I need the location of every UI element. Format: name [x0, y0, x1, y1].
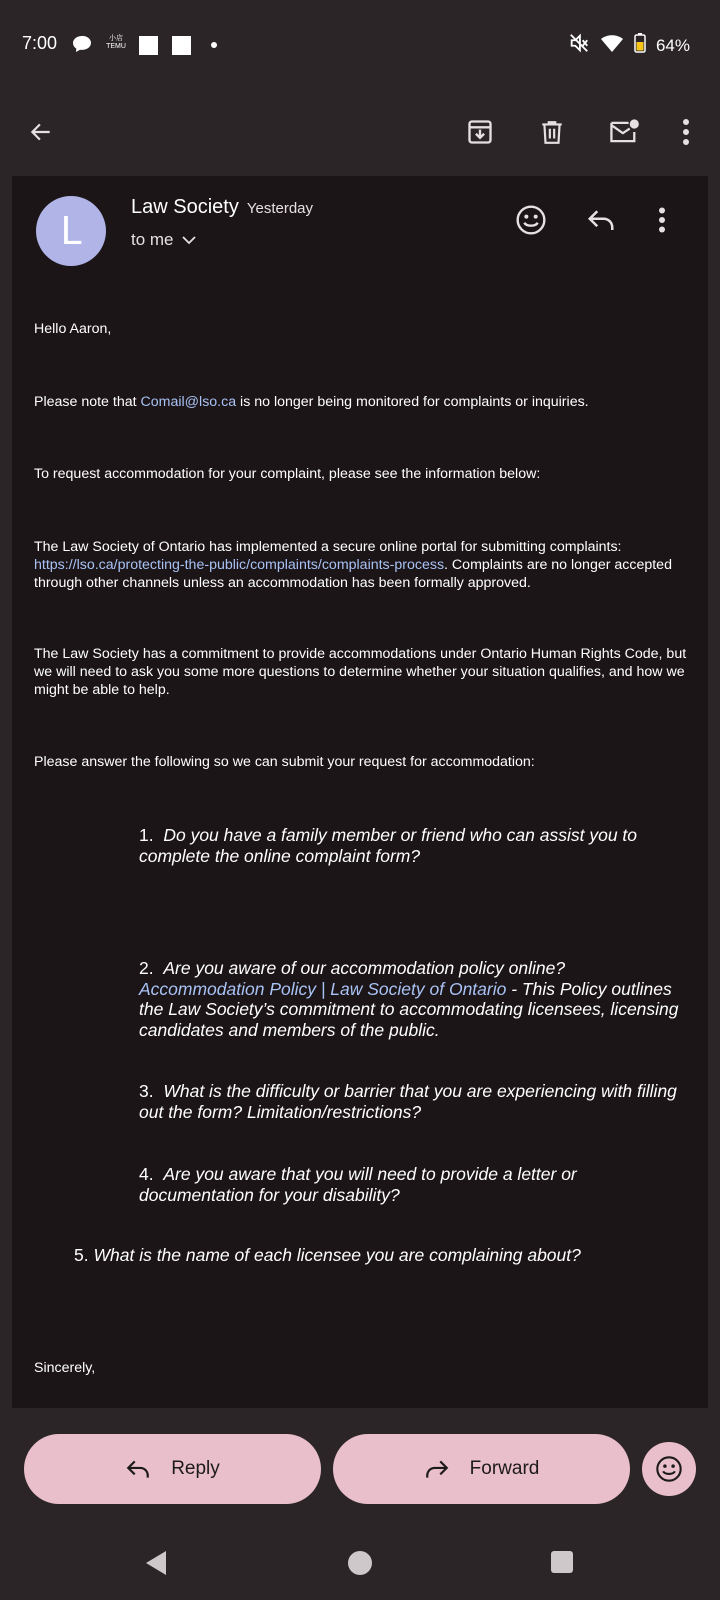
question-text: What is the difficulty or barrier that you are experiencing with filling out the form? Limitation/restrictions? — [139, 1081, 677, 1122]
reply-icon-button[interactable] — [579, 198, 623, 242]
forward-label: Forward — [469, 1458, 540, 1479]
nav-back-button[interactable] — [144, 1550, 168, 1576]
nav-recents-button[interactable] — [550, 1550, 574, 1574]
question-number: 2. — [139, 958, 154, 978]
paragraph-request: To request accommodation for your complaint, please see the information below: — [34, 466, 541, 482]
battery-icon — [634, 33, 646, 58]
forward-button[interactable] — [333, 1434, 630, 1504]
question-1 — [139, 825, 679, 866]
paragraph-portal — [34, 538, 694, 592]
mark-unread-icon — [608, 118, 640, 146]
question-number: 3. — [139, 1081, 154, 1101]
p3-text-end: . Complaints are no longer accepted through other channels unless an accommodation has been formally approved. — [34, 557, 672, 591]
message-date: Yesterday — [246, 200, 314, 217]
complaints-process-link[interactable]: https://lso.ca/protecting-the-public/complaints/complaints-process — [34, 557, 445, 573]
p3-text: The Law Society of Ontario has implemented a secure online portal for submitting complaints: — [34, 539, 622, 555]
white-square-icon — [172, 36, 191, 55]
closing: Sincerely, — [34, 1360, 96, 1376]
sender-name[interactable]: Law Society — [131, 196, 239, 218]
chat-bubble-icon — [72, 35, 92, 58]
question-text: What is the name of each licensee you are complaining about? — [93, 1245, 581, 1265]
question-number: 1. — [139, 825, 154, 845]
react-emoji-button[interactable] — [642, 1442, 696, 1496]
status-time: 7:00 — [22, 33, 58, 53]
temu-label-top: 小店 — [109, 35, 123, 42]
question-number: 4. — [139, 1164, 154, 1184]
top-app-bar — [0, 90, 720, 176]
greeting: Hello Aaron, — [34, 321, 112, 337]
chevron-down-icon — [182, 235, 196, 245]
reply-icon — [125, 1458, 151, 1480]
back-button[interactable] — [19, 110, 63, 154]
temu-icon — [104, 35, 128, 51]
sender-row — [131, 196, 313, 219]
question-text: Are you aware of our accommodation policy online? — [163, 958, 566, 978]
question-text-end: - This Policy outlines the Law Society’s commitment to accommodating licensees, licensing candidates and members of the public. — [139, 978, 679, 1040]
triangle-back-icon — [144, 1550, 168, 1576]
email-link[interactable]: Comail@lso.ca — [140, 394, 237, 410]
message-more-button[interactable] — [640, 198, 684, 242]
mute-icon — [568, 32, 590, 59]
wifi-icon — [600, 33, 624, 58]
question-2 — [139, 958, 679, 1040]
more-vert-icon — [658, 207, 666, 233]
question-text: Do you have a family member or friend who can assist you to complete the online complaint form? — [139, 825, 638, 866]
accommodation-policy-link[interactable]: Accommodation Policy | Law Society of Ontario — [139, 978, 507, 999]
more-options-button[interactable] — [664, 110, 708, 154]
emoji-icon — [515, 204, 547, 236]
question-5 — [74, 1245, 694, 1266]
archive-icon — [466, 118, 494, 146]
delete-button[interactable] — [530, 110, 574, 154]
dot-icon — [211, 42, 217, 48]
reply-label: Reply — [171, 1458, 220, 1479]
p1-text: Please note that — [34, 394, 141, 410]
mark-unread-button[interactable] — [602, 110, 646, 154]
delete-icon — [539, 118, 565, 146]
back-arrow-icon — [28, 119, 54, 145]
battery-percent: 64% — [655, 35, 690, 55]
nav-home-button[interactable] — [347, 1550, 373, 1576]
p1-text-end: is no longer being monitored for complaints or inquiries. — [236, 394, 589, 410]
archive-button[interactable] — [458, 110, 502, 154]
question-3 — [139, 1081, 679, 1122]
emoji-icon — [655, 1455, 683, 1483]
question-number: 5. — [74, 1245, 89, 1265]
more-vert-icon — [682, 118, 690, 146]
forward-icon — [424, 1458, 450, 1480]
reply-icon — [586, 207, 616, 233]
avatar[interactable]: L — [36, 196, 106, 266]
recipient-label: to me — [131, 230, 174, 249]
square-recents-icon — [550, 1550, 574, 1574]
white-square-icon — [139, 36, 158, 55]
paragraph-answer: Please answer the following so we can submit your request for accommodation: — [34, 754, 535, 770]
question-text: Are you aware that you will need to provide a letter or documentation for your disability? — [139, 1164, 577, 1205]
add-reaction-button[interactable] — [509, 198, 553, 242]
message-card — [12, 176, 708, 1408]
paragraph-commitment: The Law Society has a commitment to provide accommodations under Ontario Human Rights Code, but we will need to ask you some more questions to determine whether your situation qualifies, and how we might be able to help. — [34, 646, 687, 698]
status-bar — [0, 0, 720, 90]
circle-home-icon — [347, 1550, 373, 1576]
temu-label-bottom: TEMU — [106, 43, 126, 50]
question-4 — [139, 1164, 679, 1205]
reply-button[interactable] — [24, 1434, 321, 1504]
recipient-details-toggle[interactable] — [131, 230, 196, 250]
paragraph-monitoring — [34, 393, 694, 411]
